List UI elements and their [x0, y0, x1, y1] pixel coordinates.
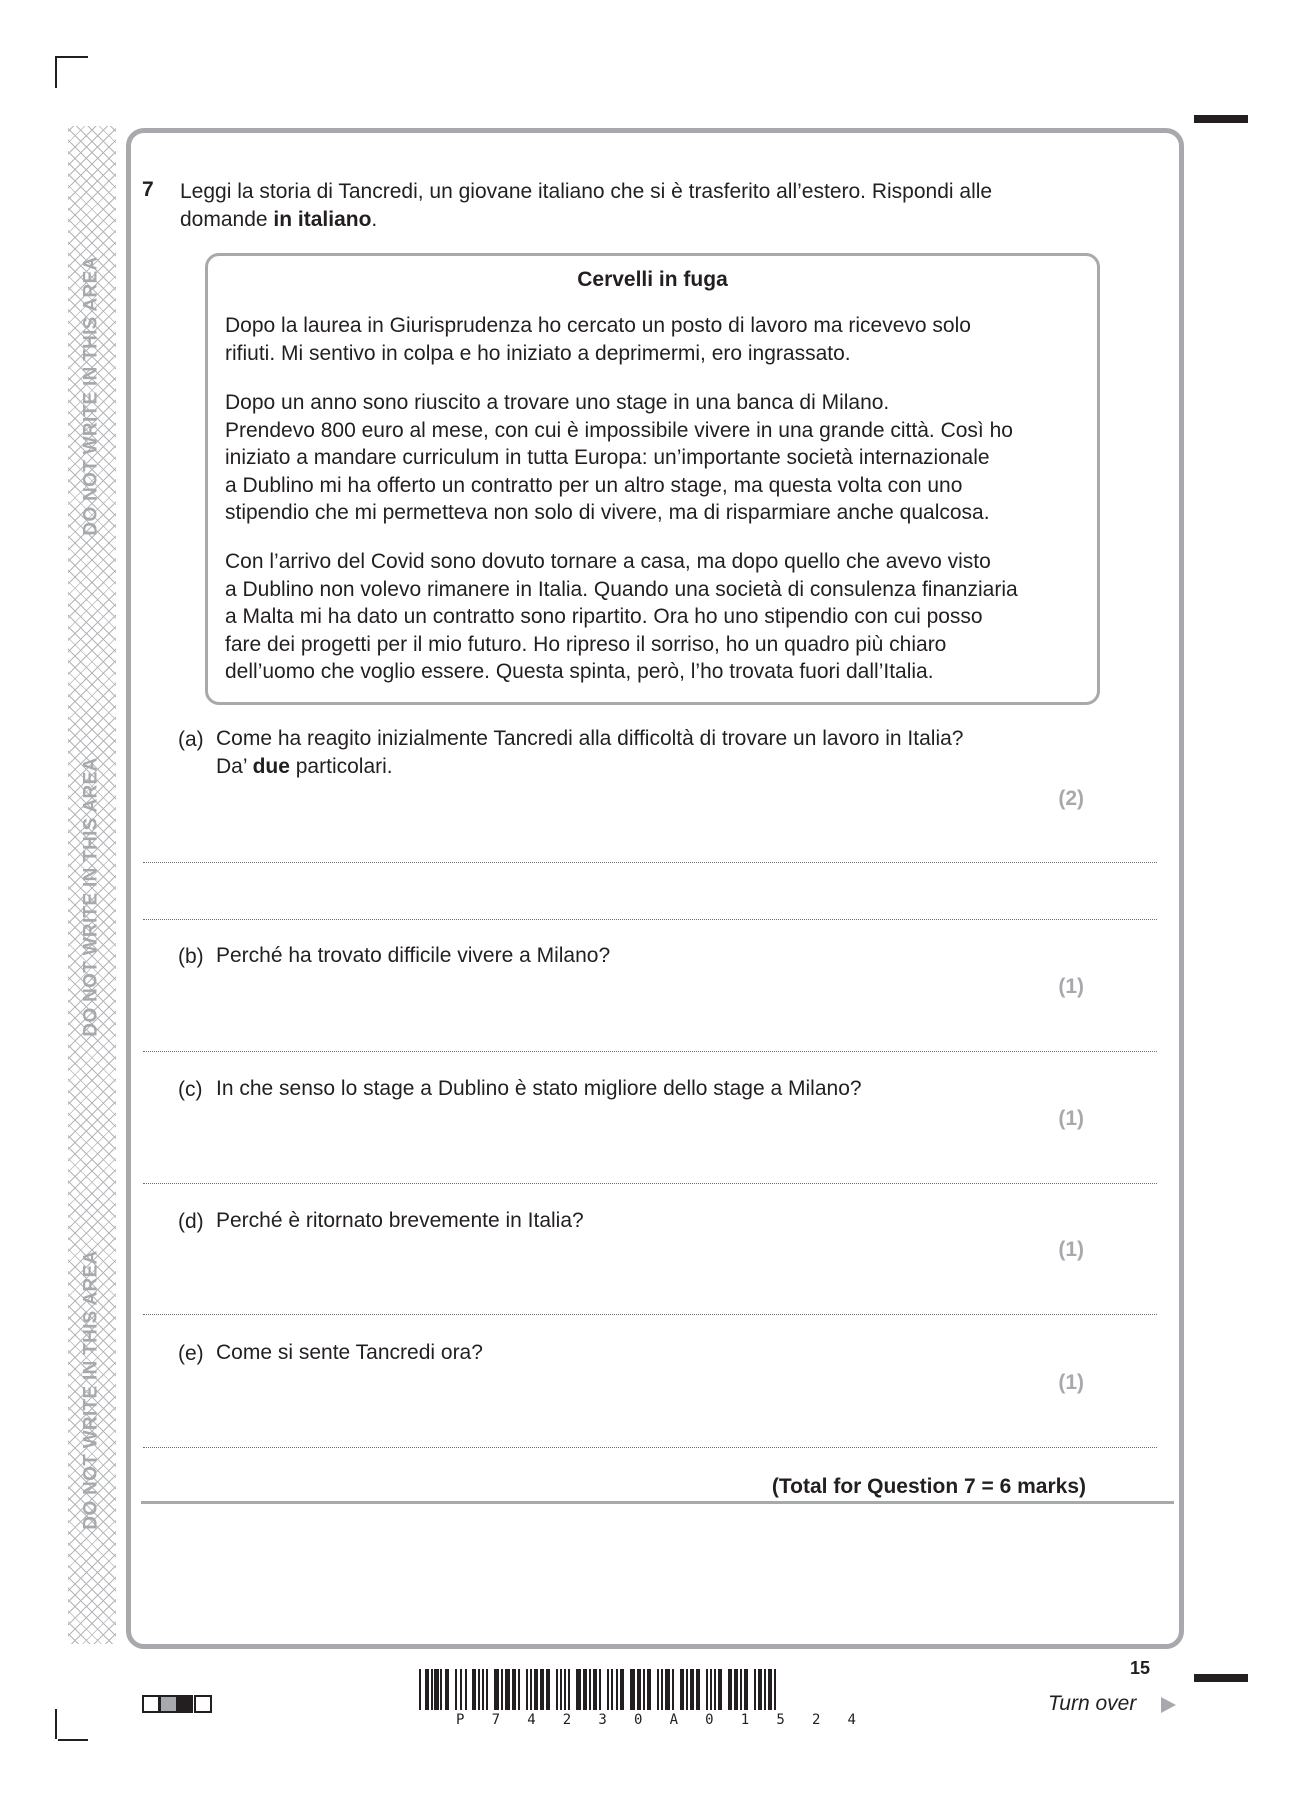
registration-mark-bottom-right: [1194, 1674, 1248, 1682]
subquestion-b-label: (b): [178, 945, 204, 968]
print-square-white: [142, 1695, 160, 1713]
turn-over-arrow-icon: [1161, 1697, 1176, 1713]
passage-paragraph-1: Dopo la laurea in Giurisprudenza ho cercato un posto di lavoro ma ricevevo solo rifiuti. Mi sentivo in colpa e ho iniziato a deprimermi, ero ingrassato.: [225, 314, 971, 365]
passage-paragraph-2: Dopo un anno sono riuscito a trovare uno stage in una banca di Milano. Prendevo 800 euro al mese, con cui è impossibile vivere in una grande città. Così ho iniziato a mandare curriculum in tutta Europa: un’importante società internazionale a Dublino mi ha offerto un contratto per un altro stage, ma questa volta con uno stipendio che mi permetteva non solo di vivere, ma di risparmiare anche qualcosa.: [225, 391, 1013, 525]
question-instructions: Leggi la storia di Tancredi, un giovane italiano che si è trasferito all’estero. Rispondi alle domande in italiano.: [180, 180, 993, 231]
answer-line-c[interactable]: [143, 1183, 1157, 1184]
subquestion-e-text: Come si sente Tancredi ora?: [216, 1341, 483, 1364]
subquestion-d-label: (d): [178, 1210, 204, 1233]
page-number: 15: [1129, 1658, 1150, 1678]
subquestion-c-text: In che senso lo stage a Dublino è stato migliore dello stage a Milano?: [216, 1077, 862, 1100]
print-square-gray: [159, 1695, 176, 1713]
margin-warning: DO NOT WRITE IN THIS AREA: [81, 757, 102, 1037]
crop-mark-bottom-left: [58, 1739, 88, 1741]
total-divider: [141, 1501, 1174, 1504]
passage-title: Cervelli in fuga: [577, 268, 728, 291]
subquestion-e-label: (e): [178, 1342, 204, 1365]
margin-warning: DO NOT WRITE IN THIS AREA: [81, 1250, 102, 1530]
print-square-white: [194, 1695, 212, 1713]
marks-a: (2): [1058, 787, 1084, 810]
language-emphasis: in italiano: [273, 208, 372, 231]
turn-over-label: Turn over: [1048, 1692, 1137, 1715]
marks-d: (1): [1058, 1238, 1084, 1261]
question-number: 7: [142, 178, 154, 201]
barcode: [419, 1669, 883, 1710]
subquestion-a-label: (a): [178, 728, 204, 751]
answer-line-a-1[interactable]: [143, 862, 1157, 863]
print-square-black: [176, 1695, 193, 1713]
marks-e: (1): [1058, 1371, 1084, 1394]
registration-mark-top-right: [1194, 115, 1248, 123]
question-total: (Total for Question 7 = 6 marks): [771, 1475, 1086, 1498]
passage-paragraph-3: Con l’arrivo del Covid sono dovuto tornare a casa, ma dopo quello che avevo visto a Dublino non volevo rimanere in Italia. Quando una società di consulenza finanziaria a Malta mi ha dato un contratto sono ripartito. Ora ho uno stipendio con cui posso fare dei progetti per il mio futuro. Ho ripreso il sorriso, ho un quadro più chiaro dell’uomo che voglio essere. Questa spinta, però, l’ho trovata fuori dall’Italia.: [225, 550, 1018, 684]
crop-mark-top-left: [55, 57, 57, 88]
margin-warning: DO NOT WRITE IN THIS AREA: [81, 256, 102, 536]
marks-b: (1): [1058, 975, 1084, 998]
marks-c: (1): [1058, 1107, 1084, 1130]
crop-mark-bottom-left: [55, 1709, 57, 1739]
subquestion-a-text: Come ha reagito inizialmente Tancredi alla difficoltà di trovare un lavoro in Italia? Da’ due particolari.: [216, 727, 964, 778]
subquestion-c-label: (c): [178, 1078, 203, 1101]
answer-line-a-2[interactable]: [143, 919, 1157, 920]
answer-line-d[interactable]: [143, 1314, 1157, 1315]
subquestion-d-text: Perché è ritornato brevemente in Italia?: [216, 1209, 584, 1232]
answer-line-e[interactable]: [143, 1447, 1157, 1448]
crop-mark-top-left: [55, 56, 88, 58]
subquestion-b-text: Perché ha trovato difficile vivere a Milano?: [216, 944, 611, 967]
barcode-number: P 7 4 2 3 0 A 0 1 5 2 4: [456, 1712, 856, 1728]
answer-line-b[interactable]: [143, 1051, 1157, 1052]
